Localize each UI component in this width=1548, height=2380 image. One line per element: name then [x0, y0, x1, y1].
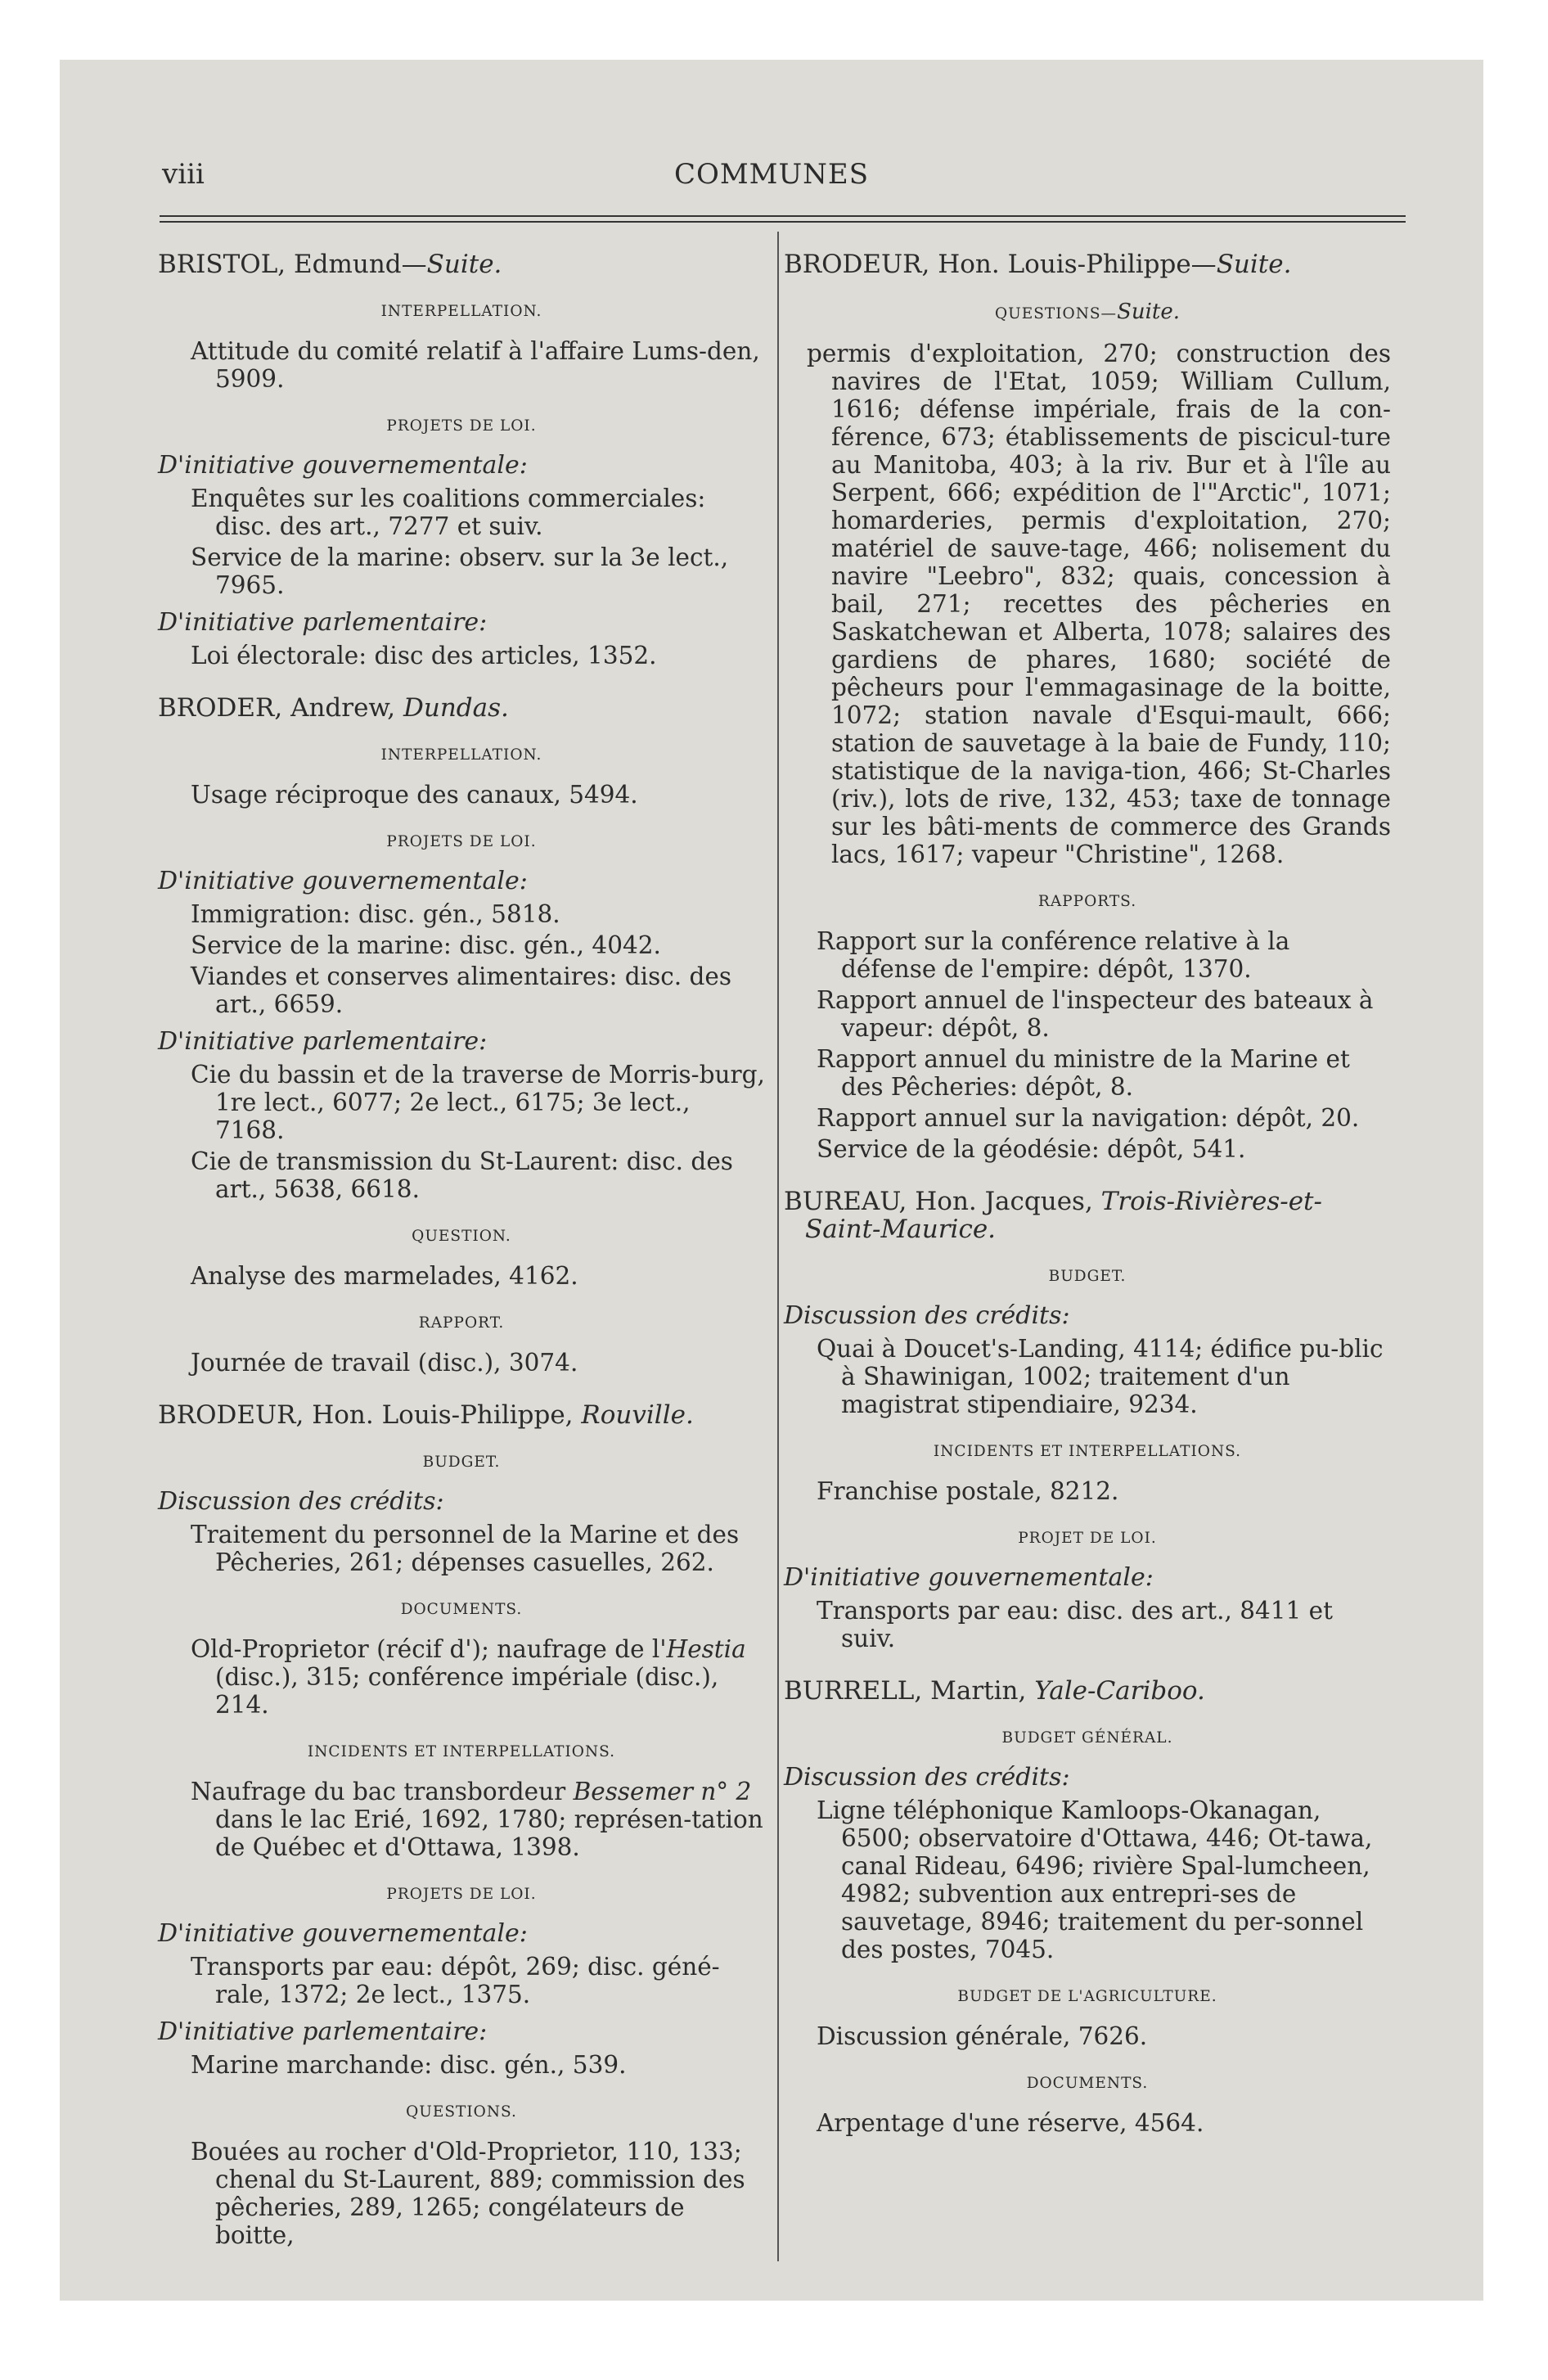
section-heading: DOCUMENTS.: [1026, 2075, 1149, 2092]
section-heading: RAPPORT.: [418, 1314, 505, 1332]
index-item: [158, 1778, 765, 1861]
subsection-heading: D'initiative parlementaire:: [158, 1027, 488, 1056]
subsection-heading: Discussion des crédits:: [784, 1763, 1070, 1792]
subsection-heading: D'initiative gouvernementale:: [158, 867, 528, 895]
header-rule: [160, 215, 1406, 223]
section-heading: INTERPELLATION.: [380, 303, 542, 320]
index-item: Attitude du comité relatif à l'affaire Lums-den, 5909.: [191, 337, 760, 393]
section-heading: BUDGET DE L'AGRICULTURE.: [957, 1988, 1217, 2005]
subsection-heading: D'initiative parlementaire:: [158, 2017, 488, 2046]
section-heading: INCIDENTS ET INTERPELLATIONS.: [307, 1743, 616, 1760]
entry-name: BRISTOL, Edmund—: [158, 250, 427, 279]
section-heading: [784, 298, 1391, 328]
subsection-heading: D'initiative gouvernementale:: [158, 1919, 528, 1948]
item-text: Naufrage du bac transbordeur: [191, 1778, 574, 1805]
index-item: Rapport sur la conférence relative à la défense de l'empire: dépôt, 1370.: [817, 927, 1290, 983]
section-heading-suffix: Suite.: [1117, 300, 1181, 324]
section-heading: RAPPORTS.: [1037, 893, 1137, 910]
index-item: Rapport annuel sur la navigation: dépôt, 20.: [817, 1104, 1360, 1132]
index-item: Service de la marine: disc. gén., 4042.: [191, 931, 661, 959]
section-heading-text: QUESTIONS—: [994, 305, 1118, 322]
index-item: Analyse des marmelades, 4162.: [191, 1262, 578, 1290]
index-item: Transports par eau: disc. des art., 8411 et suiv.: [817, 1597, 1333, 1652]
item-text: dans le lac Erié, 1692, 1780; représen-tation de Québec et d'Ottawa, 1398.: [215, 1805, 763, 1861]
index-item: Service de la géodésie: dépôt, 541.: [817, 1135, 1246, 1163]
index-item: [158, 1635, 765, 1719]
entry-name: BUREAU, Hon. Jacques,: [784, 1187, 1101, 1216]
subsection-heading: D'initiative gouvernementale:: [158, 451, 528, 480]
entry-suffix: Suite.: [426, 250, 502, 279]
entry-riding: Trois-Rivières-et-Saint-Maurice.: [805, 1187, 1322, 1244]
section-heading: INTERPELLATION.: [380, 746, 542, 764]
page-header: [162, 158, 1381, 207]
subsection-heading: D'initiative gouvernementale:: [784, 1563, 1154, 1592]
index-item: Service de la marine: observ. sur la 3e lect., 7965.: [191, 543, 729, 599]
index-item: Quai à Doucet's-Landing, 4114; édifice pu-blic à Shawinigan, 1002; traitement d'un magistrat stipendiaire, 9234.: [817, 1335, 1384, 1418]
item-italic: Hestia: [666, 1635, 746, 1663]
page-number: viii: [162, 158, 205, 191]
left-column: [158, 244, 765, 2252]
subsection-heading: Discussion des crédits:: [784, 1301, 1070, 1330]
index-item: Rapport annuel du ministre de la Marine et des Pêcheries: dépôt, 8.: [817, 1045, 1350, 1101]
index-item: Rapport annuel de l'inspecteur des bateaux à vapeur: dépôt, 8.: [817, 986, 1374, 1042]
index-item: Ligne téléphonique Kamloops-Okanagan, 6500; observatoire d'Ottawa, 446; Ot-tawa, canal Rideau, 6496; rivière Spal-lumcheen, 4982; subvention aux entrepri-ses de sauvetage, 8946; traitement du per-sonnel des postes, 7045.: [817, 1796, 1373, 1963]
entry-heading-broder: [158, 694, 765, 722]
running-title: COMMUNES: [673, 158, 870, 191]
entry-name: BRODEUR, Hon. Louis-Philippe—: [784, 250, 1217, 279]
entry-suffix: Suite.: [1216, 250, 1292, 279]
item-italic: Bessemer n° 2: [573, 1778, 752, 1805]
section-heading: QUESTIONS.: [406, 2103, 517, 2121]
section-heading: PROJETS DE LOI.: [386, 833, 537, 850]
item-text: (disc.), 315; conférence impériale (disc.), 214.: [215, 1663, 719, 1719]
item-text: Old-Proprietor (récif d'); naufrage de l': [191, 1635, 667, 1663]
section-heading: DOCUMENTS.: [400, 1601, 523, 1618]
index-item: Discussion générale, 7626.: [817, 2022, 1148, 2050]
entry-riding: Dundas.: [403, 693, 509, 723]
index-item: permis d'exploitation, 270; construction des navires de l'Etat, 1059; William Cullum, 1616; défense impériale, frais de la con-férence, 673; établissements de piscicul-ture au Manitoba, 403; à la riv. Bur et à l'île au Serpent, 666; expédition de l'"Arctic", 1071; homarderies, permis d'exploitation, 270; matériel de sauve-tage, 466; nolisement du navire "Leebro", 832; quais, concession à bail, 271; recettes des pêcheries en Saskatchewan et Alberta, 1078; salaires des gardiens de phares, 1680; société de pêcheurs pour l'emmagasinage de la boitte, 1072; station navale d'Esqui-mault, 666; station de sauvetage à la baie de Fundy, 110; statistique de la naviga-tion, 466; St-Charles (riv.), lots de rive, 132, 453; taxe de tonnage sur les bâti-ments de commerce des Grands lacs, 1617; vapeur "Christine", 1268.: [807, 340, 1391, 868]
entry-riding: Yale-Cariboo.: [1034, 1676, 1205, 1706]
section-heading: BUDGET.: [422, 1454, 501, 1471]
book-page: [60, 60, 1483, 2301]
entry-name: BRODEUR, Hon. Louis-Philippe,: [158, 1400, 582, 1430]
entry-heading-bristol: [158, 250, 765, 278]
section-heading: BUDGET.: [1048, 1268, 1127, 1285]
index-item: Journée de travail (disc.), 3074.: [191, 1349, 578, 1377]
section-heading: INCIDENTS ET INTERPELLATIONS.: [933, 1443, 1242, 1460]
subsection-heading: D'initiative parlementaire:: [158, 608, 488, 637]
index-item: Arpentage d'une réserve, 4564.: [817, 2109, 1204, 2137]
section-heading: PROJETS DE LOI.: [386, 417, 537, 435]
index-item: Transports par eau: dépôt, 269; disc. géné-rale, 1372; 2e lect., 1375.: [191, 1953, 720, 2008]
index-item: Franchise postale, 8212.: [817, 1477, 1119, 1505]
subsection-heading: Discussion des crédits:: [158, 1487, 444, 1516]
index-item: Enquêtes sur les coalitions commerciales: disc. des art., 7277 et suiv.: [191, 485, 706, 540]
index-item: Viandes et conserves alimentaires: disc. des art., 6659.: [191, 962, 731, 1018]
right-column: [784, 244, 1391, 2140]
entry-name: BURRELL, Martin,: [784, 1676, 1035, 1706]
index-item: Bouées au rocher d'Old-Proprietor, 110, 133; chenal du St-Laurent, 889; commission des pêcheries, 289, 1265; congélateurs de boitte,: [191, 2138, 745, 2249]
column-divider: [777, 232, 779, 2261]
entry-heading-bureau: [784, 1188, 1391, 1243]
entry-heading-burrell: [784, 1677, 1391, 1705]
index-item: Immigration: disc. gén., 5818.: [191, 900, 560, 928]
entry-heading-brodeur: [158, 1401, 765, 1429]
index-item: Traitement du personnel de la Marine et des Pêcheries, 261; dépenses casuelles, 262.: [191, 1521, 740, 1576]
index-item: Cie de transmission du St-Laurent: disc. des art., 5638, 6618.: [191, 1147, 733, 1203]
index-item: Cie du bassin et de la traverse de Morris-burg, 1re lect., 6077; 2e lect., 6175; 3e lect., 7168.: [191, 1061, 765, 1144]
index-item: Loi électorale: disc des articles, 1352.: [191, 642, 657, 669]
section-heading: BUDGET GÉNÉRAL.: [1001, 1729, 1173, 1747]
section-heading: QUESTION.: [412, 1228, 511, 1245]
index-item: Marine marchande: disc. gén., 539.: [191, 2051, 627, 2079]
section-heading: PROJETS DE LOI.: [386, 1886, 537, 1903]
entry-heading-brodeur-cont: [784, 250, 1391, 278]
section-heading: PROJET DE LOI.: [1018, 1530, 1157, 1547]
entry-riding: Rouville.: [581, 1400, 694, 1430]
entry-name: BRODER, Andrew,: [158, 693, 403, 723]
index-item: Usage réciproque des canaux, 5494.: [191, 781, 638, 809]
